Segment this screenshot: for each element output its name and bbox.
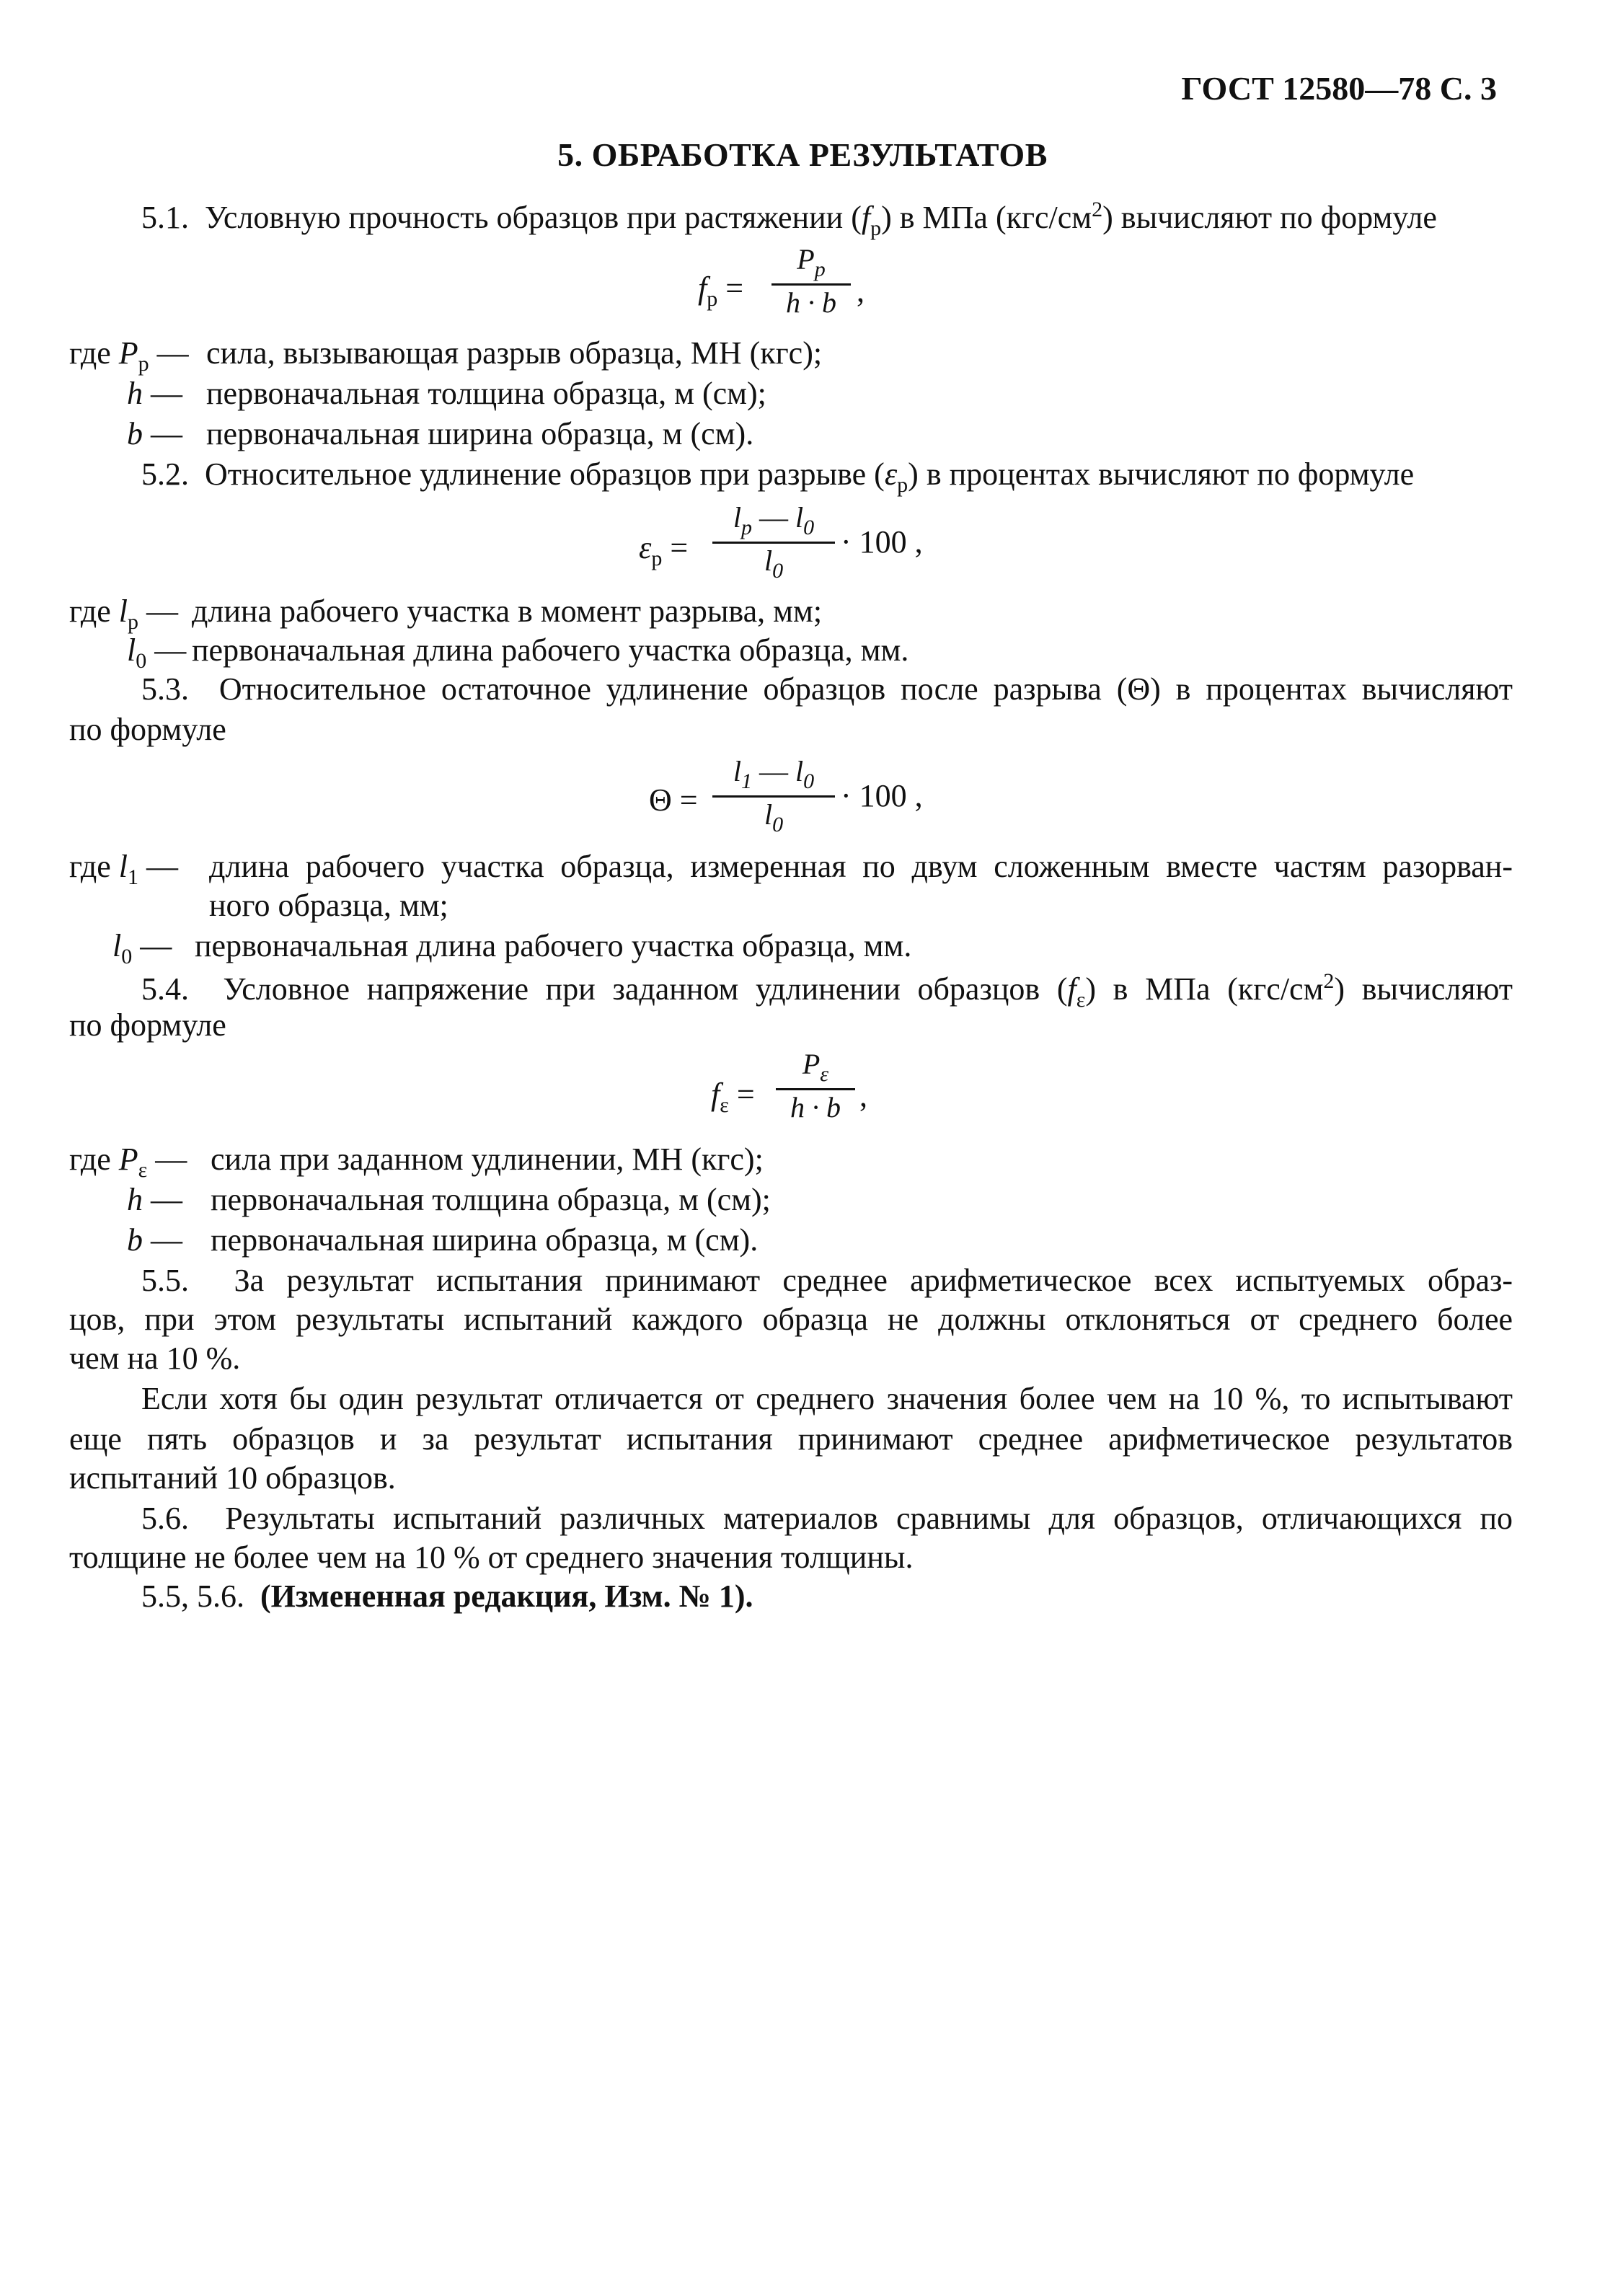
where-1-row-2: h — — [127, 376, 182, 411]
paragraph-5-5-line-3: чем на 10 %. — [69, 1341, 241, 1376]
where-4-row-2-text: первоначальная толщина образца, м (см); — [211, 1182, 771, 1217]
formula-tensile-strength-fraction: $P_р$ h · b — [771, 245, 851, 317]
where-1-row-3: b — — [127, 416, 182, 451]
paragraph-5-5-line-1: 5.5. За результат испытания принимают среднее арифметическое всех испытуемых образ- — [141, 1263, 1513, 1298]
paragraph-5-4-line-2: по формуле — [69, 1007, 226, 1043]
paragraph-5-3-line-1: 5.3. Относительное остаточное удлинение образцов после разрыва (Θ) в процентах вычисляют — [141, 671, 1513, 707]
paragraph-5-1: 5.1. Условную прочность образцов при растяжении $(f_р)$ в МПа $(кгс/см^2)$ вычисляют по формуле — [141, 198, 1437, 240]
document-header: ГОСТ 12580—78 С. 3 — [1181, 70, 1497, 107]
paragraph-5-5-line-2: цов, при этом результаты испытаний каждого образца не должны отклоняться от среднего более — [69, 1302, 1513, 1337]
paragraph-5-3-line-2: по формуле — [69, 712, 226, 747]
where-3-row-1-text: длина рабочего участка образца, измеренная по двум сложенным вместе частям разорван- — [209, 849, 1513, 884]
where-2-row-1-text: длина рабочего участка в момент разрыва, мм; — [192, 593, 823, 629]
where-3-row-1: где $l_1$ — — [69, 849, 179, 889]
paragraph-5-5-b-line-3: испытаний 10 образцов. — [69, 1460, 396, 1496]
formula-conditional-stress-tail: , — [859, 1078, 867, 1113]
formula-elongation-fraction: $l_р$ — $l_0$ $l_0$ — [712, 503, 835, 582]
formula-conditional-stress-fraction: $P_\varepsilon$ h · b — [776, 1050, 855, 1122]
where-2-row-1: где $l_р$ — — [69, 593, 179, 634]
formula-conditional-stress: $f_\varepsilon$ = — [711, 1077, 755, 1117]
formula-elongation-tail: · 100 , — [841, 524, 923, 560]
where-4-row-3: b — — [127, 1222, 182, 1258]
amendment-note: 5.5, 5.6. (Измененная редакция, Изм. № 1). — [141, 1578, 753, 1614]
paragraph-5-6-line-1: 5.6. Результаты испытаний различных материалов сравнимы для образцов, отличающихся по — [141, 1501, 1513, 1536]
formula-residual-elongation: Θ = — [649, 782, 698, 818]
paragraph-5-5-b-line-1: Если хотя бы один результат отличается от среднего значения более чем на 10 %, то испытывают — [141, 1381, 1513, 1416]
formula-tensile-strength: $f_р$ = — [698, 270, 744, 311]
where-3-row-2-text: первоначальная длина рабочего участка образца, мм. — [195, 928, 912, 963]
where-1-row-2-text: первоначальная толщина образца, м (см); — [206, 376, 766, 411]
where-2-row-2-text: первоначальная длина рабочего участка образца, мм. — [192, 632, 909, 668]
where-4-row-1-text: сила при заданном удлинении, МН (кгс); — [211, 1142, 764, 1177]
where-3-row-2: $l_0$ — — [112, 928, 172, 968]
paragraph-5-2: 5.2. Относительное удлинение образцов при разрыве $(\varepsilon_р)$ в процентах вычисляют по формуле — [141, 456, 1415, 497]
formula-residual-elongation-tail: · 100 , — [841, 778, 923, 813]
where-1-row-1-text: сила, вызывающая разрыв образца, МН (кгс); — [206, 335, 823, 371]
where-3-row-1-text-cont: ного образца, мм; — [209, 888, 448, 923]
formula-elongation: $\varepsilon_р$ = — [639, 530, 689, 570]
where-2-row-2: $l_0$ — — [127, 632, 187, 673]
paragraph-5-5-b-line-2: еще пять образцов и за результат испытания принимают среднее арифметическое результатов — [69, 1421, 1513, 1457]
paragraph-5-4-line-1: 5.4. Условное напряжение при заданном удлинении образцов $(f_\varepsilon)$ в МПа $(кгс/см^2)$ вычисляют — [141, 969, 1513, 1012]
where-4-row-2: h — — [127, 1182, 182, 1217]
where-1-row-1: где $P_р$ — — [69, 335, 189, 376]
where-4-row-1: где $P_\varepsilon$ — — [69, 1142, 187, 1182]
paragraph-5-6-line-2: толщине не более чем на 10 % от среднего значения толщины. — [69, 1540, 914, 1575]
where-1-row-3-text: первоначальная ширина образца, м (см). — [206, 416, 754, 451]
section-title: 5. ОБРАБОТКА РЕЗУЛЬТАТОВ — [557, 136, 1048, 173]
formula-residual-elongation-fraction: $l_1$ — $l_0$ $l_0$ — [712, 757, 835, 836]
where-4-row-3-text: первоначальная ширина образца, м (см). — [211, 1222, 759, 1258]
formula-tensile-strength-tail: , — [857, 273, 865, 309]
